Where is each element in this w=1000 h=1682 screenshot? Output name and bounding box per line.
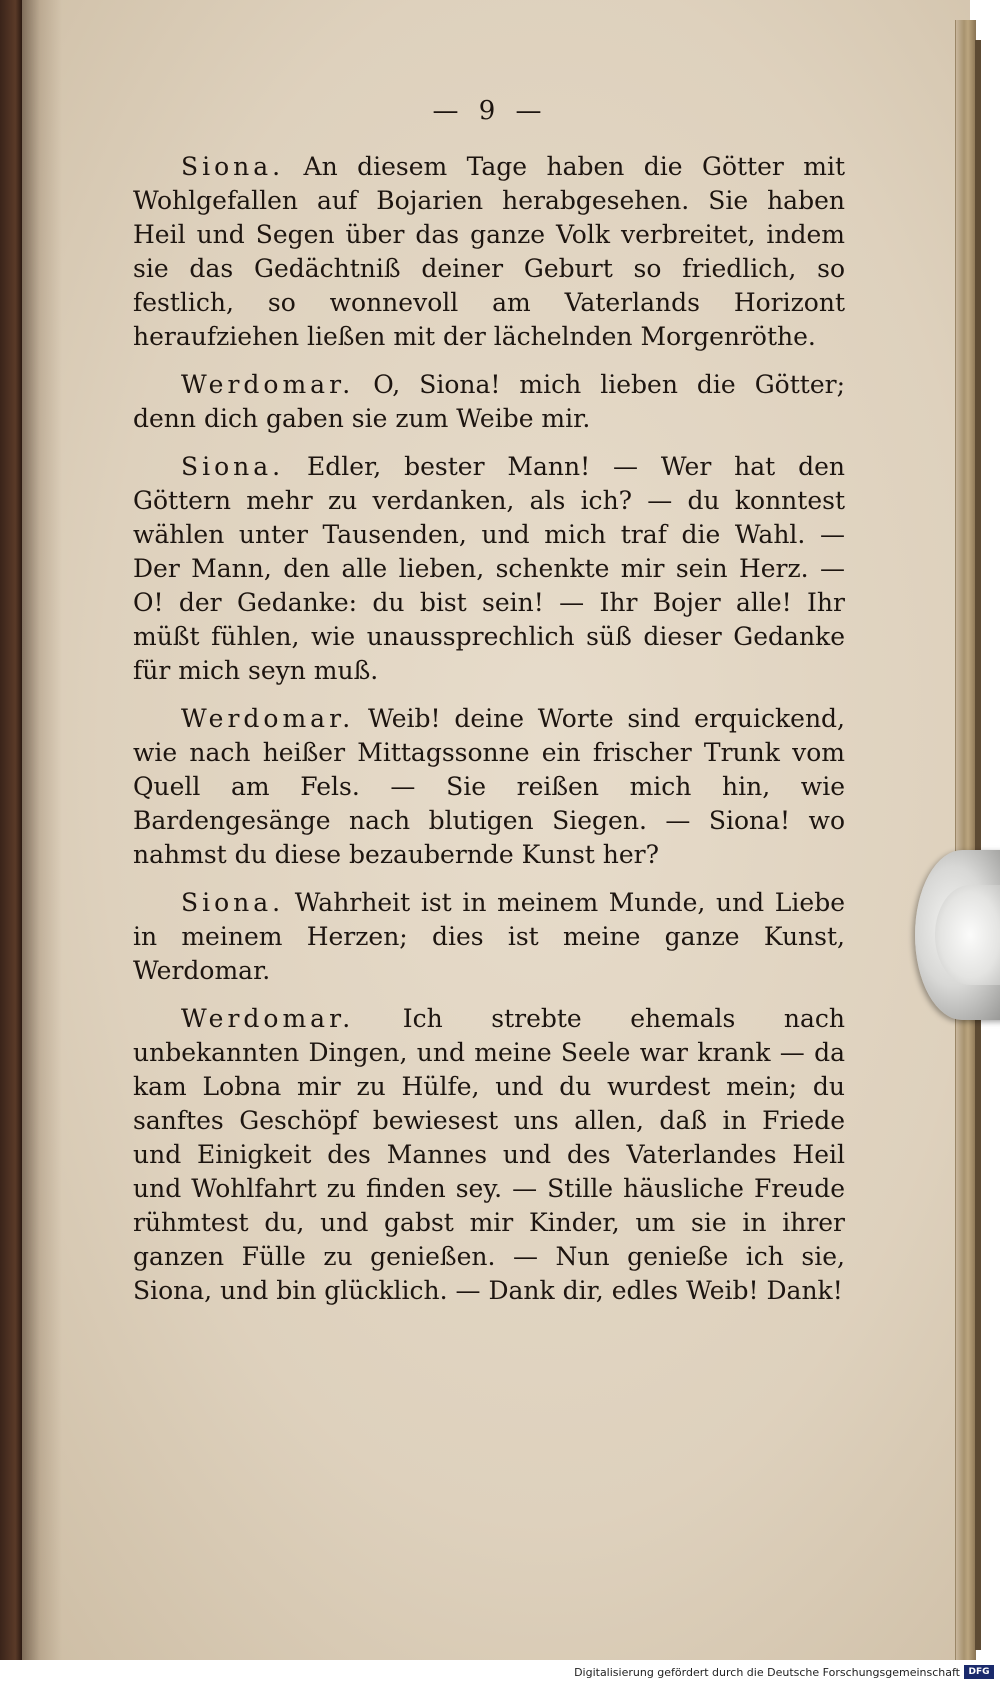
speaker-name: Siona.: [181, 152, 285, 181]
speaker-name: Werdomar.: [181, 704, 355, 733]
speaker-name: Siona.: [181, 888, 285, 917]
speaker-name: Werdomar.: [181, 370, 355, 399]
cover-back-edge: [975, 40, 981, 1650]
page-holder-clip-highlight: [935, 885, 1000, 985]
speaker-name: Werdomar.: [181, 1004, 355, 1033]
digitization-footer: [0, 1662, 1000, 1682]
page-stack-edge: [955, 20, 976, 1660]
speaker-name: Siona.: [181, 452, 285, 481]
dialogue-paragraph: [133, 150, 845, 354]
dialogue-text: Edler, bester Mann! — Wer hat den Göttern mehr zu verdanken, als ich? — du konntest wählen unter Tausenden, und mich traf die Wahl. — Der Mann, den alle lieben, schenkte mir sein Herz. — O! der Gedanke: du bist sein! — Ihr Bojer alle! Ihr müßt fühlen, wie unaussprechlich süß dieser Gedanke für mich seyn muß.: [133, 452, 846, 685]
dialogue-text: O, Siona! mich lieben die Götter; denn dich gaben sie zum Weibe mir.: [133, 370, 845, 433]
funding-credit: Digitalisierung gefördert durch die Deutsche Forschungsgemeinschaft: [574, 1666, 960, 1679]
dialogue-text: An diesem Tage haben die Götter mit Wohlgefallen auf Bojarien herabgesehen. Sie haben Heil und Segen über das ganze Volk verbreitet, indem sie das Gedächtniß deiner Geburt so friedlich, so festlich, so wonnevoll am Vaterlands Horizont heraufziehen ließen mit der lächelnden Morgenröthe.: [133, 152, 845, 351]
dialogue-paragraph: [133, 450, 845, 688]
page-number: — 9 —: [432, 96, 548, 126]
dialogue-paragraph: [133, 368, 845, 436]
dialogue-paragraph: [133, 1002, 845, 1308]
book-cover-edge: [0, 0, 22, 1660]
page-body: [133, 150, 845, 1322]
dialogue-text: Wahrheit ist in meinem Munde, und Liebe in meinem Herzen; dies ist meine ganze Kunst, Werdomar.: [133, 888, 845, 985]
dialogue-text: Ich strebte ehemals nach unbekannten Dingen, und meine Seele war krank — da kam Lobna mir zu Hülfe, und du wurdest mein; du sanftes Geschöpf bewiesest uns allen, daß in Friede und Einigkeit des Mannes und des Vaterlandes Heil und Wohlfahrt zu finden sey. — Stille häusliche Freude rühmtest du, und gabst mir Kinder, um sie in ihrer ganzen Fülle zu genießen. — Nun genieße ich sie, Siona, und bin glücklich. — Dank dir, edles Weib! Dank!: [133, 1004, 845, 1305]
dialogue-paragraph: [133, 702, 845, 872]
dfg-logo: DFG: [964, 1665, 994, 1679]
dialogue-text: Weib! deine Worte sind erquickend, wie nach heißer Mittagssonne ein frischer Trunk vom Quell am Fels. — Sie reißen mich hin, wie Bardengesänge nach blutigen Siegen. — Siona! wo nahmst du diese bezaubernde Kunst her?: [133, 704, 845, 869]
page-gutter-shadow: [22, 0, 62, 1660]
dialogue-paragraph: [133, 886, 845, 988]
